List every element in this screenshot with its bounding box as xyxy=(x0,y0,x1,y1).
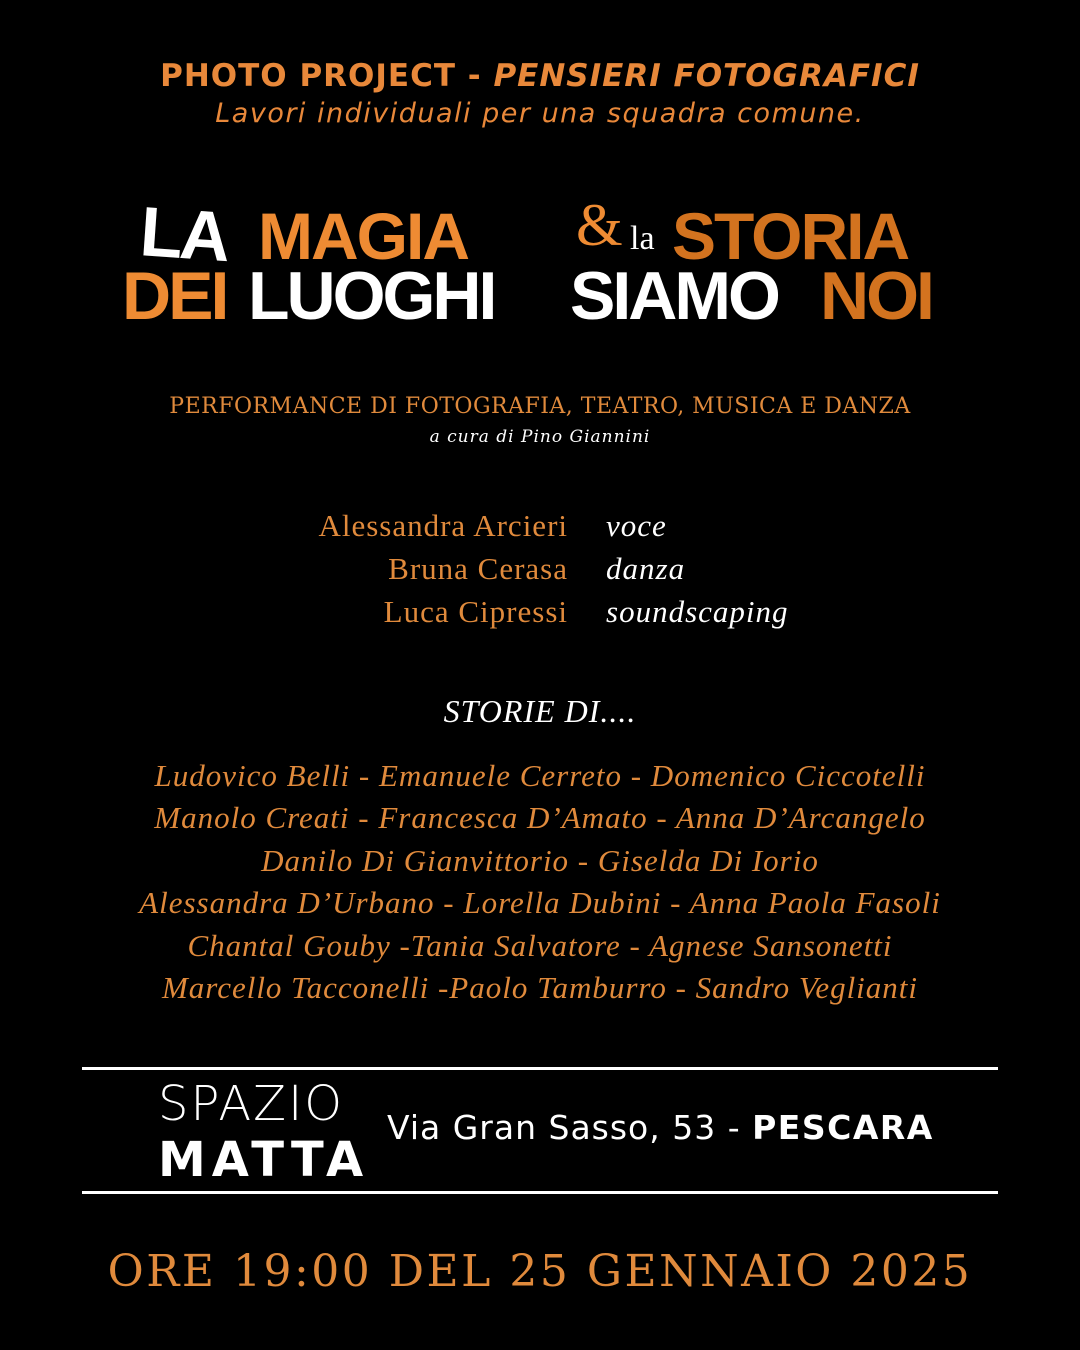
project-tagline: Lavori individuali per una squadra comune. xyxy=(215,98,865,129)
title-noi: NOI xyxy=(820,258,932,334)
title-magia: MAGIA xyxy=(258,199,468,273)
stories-line: Danilo Di Gianvittorio - Giselda Di Iorio xyxy=(261,842,819,878)
cast-item xyxy=(0,508,1080,548)
title-siamo: SIAMO xyxy=(570,258,778,334)
event-datetime: ORE 19:00 DEL 25 GENNAIO 2025 xyxy=(107,1246,973,1297)
stories-line: Alessandra D’Urbano - Lorella Dubini - Anna Paola Fasoli xyxy=(139,885,941,921)
venue-logo xyxy=(158,1076,370,1188)
title-dei: DEI xyxy=(122,258,227,334)
title-luoghi: LUOGHI xyxy=(248,258,495,334)
venue-street: Via Gran Sasso, 53 - xyxy=(387,1108,753,1147)
venue-logo-line2: MATTA xyxy=(158,1132,370,1188)
cast-role: danza xyxy=(606,551,686,586)
cast-item xyxy=(0,594,1080,634)
title-la: LA xyxy=(137,192,231,277)
cast-item xyxy=(0,551,1080,591)
cast-name: Bruna Cerasa xyxy=(388,551,568,586)
stories-line: Marcello Tacconelli -Paolo Tamburro - Sandro Veglianti xyxy=(161,969,919,1005)
curator-credit: a cura di Pino Giannini xyxy=(429,427,651,447)
title-ampersand: & xyxy=(576,192,623,258)
divider-bottom xyxy=(82,1191,998,1194)
title-la-small: la xyxy=(630,220,655,257)
stories-line: Ludovico Belli - Emanuele Cerreto - Domenico Ciccotelli xyxy=(154,758,926,793)
project-prefix: PHOTO PROJECT - xyxy=(160,58,494,94)
stories-line: Manolo Creati - Francesca D’Amato - Anna D’Arcangelo xyxy=(154,800,926,836)
cast-role: soundscaping xyxy=(606,594,789,629)
title-storia: STORIA xyxy=(672,199,909,273)
project-name: PENSIERI FOTOGRAFICI xyxy=(493,58,920,94)
divider-top xyxy=(82,1067,998,1070)
venue-logo-line1: SPAZIO xyxy=(158,1076,344,1132)
cast-name: Alessandra Arcieri xyxy=(318,508,568,543)
cast-role: voce xyxy=(606,508,667,543)
stories-names xyxy=(0,755,1080,1009)
stories-heading: STORIE DI.... xyxy=(443,693,637,729)
cast-name: Luca Cipressi xyxy=(383,594,568,629)
stories-line: Chantal Gouby -Tania Salvatore - Agnese Sansonetti xyxy=(187,927,893,963)
project-heading xyxy=(0,58,1080,94)
venue-address xyxy=(387,1108,934,1147)
performance-subtitle: PERFORMANCE DI FOTOGRAFIA, TEATRO, MUSICA E DANZA xyxy=(169,394,911,419)
venue-city: PESCARA xyxy=(752,1108,934,1147)
